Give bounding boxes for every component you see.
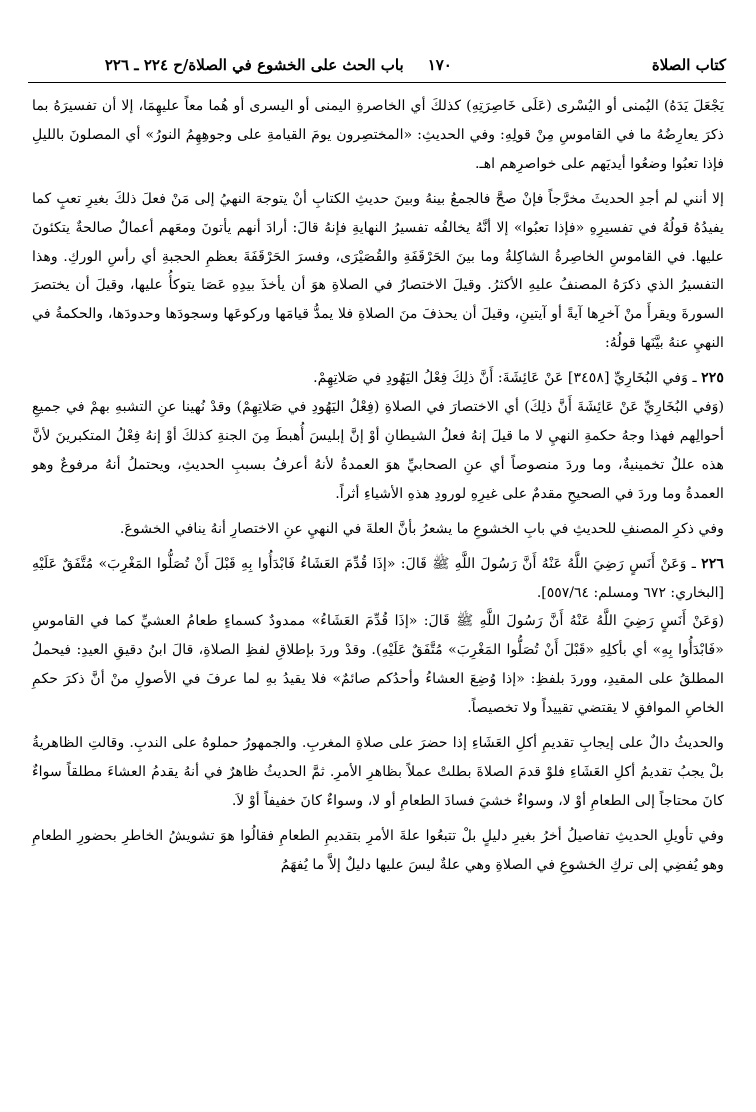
paragraph-4: وفي ذكرِ المصنفِ للحديثِ في بابِ الخشوعِ ما يشعرُ بأنَّ العلةَ في النهيِ عنِ الاختصارِ أنهُ ينافي الخشوعَ. <box>119 520 724 537</box>
hadith-225 <box>32 364 724 393</box>
paragraph-1: يَجْعَلَ يَدَهُ) اليُمنى أو اليُسْرى (عَلَى خَاصِرَتِهِ) كذلكَ أي الخاصرةِ اليمنى أو اليسرى أو هُما معاً عليهِمَا، إلا أن تفسيرَهُ بما ذكرَ يعارِضُهُ ما في القاموسِ مِنْ قولِهِ: وفي الحديثِ: «المختصِرون يومَ القيامةِ على وجوهِهِمُ النورُ» أي المصلونَ بالليلِ فإذا تعبُوا وضعُوا أيديَهم على خواصرِهم اهـ. <box>32 98 724 172</box>
hadith-text: ـ وَعَنْ أَنَسٍ رَضِيَ اللَّهُ عَنْهُ أَنَّ رَسُولَ اللَّهِ ﷺ قَالَ: «إذَا قُدِّمَ العَشَاءُ فَابْدَأُوا بِهِ قَبْلَ أَنْ تُصَلُّوا المَغْرِبَ» مُتَّفَقٌ عَلَيْهِ <box>32 555 696 572</box>
paragraph-5: (وَعَنْ أَنَسٍ رَضِيَ اللَّهُ عَنْهُ أَنَّ رَسُولَ اللَّهِ ﷺ قَالَ: «إذَا قُدِّمَ العَشَاءُ» ممدودٌ كسماءٍ طعامُ العشيِّ كما في القاموسِ «فَابْدَأُوا بِهِ» أي بأكلِهِ «قَبْلَ أَنْ تُصَلُّوا المَغْرِبَ» مُتَّفَقٌ عَلَيْهِ). وقدْ وردَ بإطلاقِ لفظِ الصلاةِ، قالَ ابنُ دقيقِ العيدِ: فيحملُ المطلقُ على المقيدِ، ووردَ بلفظِ: «إذا وُضِعَ العشاءُ وأحدُكم صائمٌ» فلا يقيدُ بهِ لما عرفَ في الأصولِ منْ أنَّ ذكرَ حكمِ الخاصِ الموافقِ لا يقتضي تقييداً ولا تخصيصاً. <box>32 613 724 717</box>
hadith-number: ٢٢٥ <box>701 370 724 387</box>
book-title: كتاب الصلاة <box>651 56 726 74</box>
paragraph-7: وفي تأويلِ الحديثِ تفاصيلُ أخرُ بغيرِ دليلٍ بلْ تتبعُوا علةَ الأمرِ بتقديمِ الطعامِ فقالُوا هوَ تشويشُ الخاطرِ بحضورِ الطعامِ وهو يُفضِي إلى تركِ الخشوعِ في الصلاةِ وهي علةٌ ليسَ عليها دليلٌ إلاَّ ما يُفهَمُ <box>32 827 724 873</box>
page-number: ١٧٠ <box>427 56 452 74</box>
paragraph-2: إلا أنني لم أجدِ الحديثَ مخرَّجاً فإنْ صحَّ فالجمعُ بينهُ وبينَ حديثِ الكتابِ أنْ يتوجهَ النهيُ إلى مَنْ فعلَ ذلكَ بغيرِ تعبٍ كما يفيدُهُ قولُهُ في تفسيرِهِ «فإذا تعبُوا» إلا أنَّهُ يخالفُه تفسيرُ النهايةِ فإنهُ قالَ: أرادَ أنهم يأتونَ ومعَهم أعمالٌ صالحةٌ يتكئونَ عليها. في القاموسِ الخاصِرةُ الشاكِلةُ وما بينَ الحَرْقَفَةِ والقُصَيْرَى، وفسرَ الحَرْقَفَةَ بعظمِ الحجبةِ أي رأسِ الوركِ. وهذا التفسيرُ الذي ذكرَهُ المصنفُ عليهِ الأكثرُ. وقيلَ الاختصارُ في الصلاةِ هوَ أن يأخذَ بيدِهِ عَصَا يتوكأُ عليها، وقيلَ أن يختصرَ السورةَ ويقرأَ منْ آخرِها آيةً أو آيتينِ، وقيلَ أن يحذفَ منَ الصلاةِ فلا يمدُّ قيامَها وركوعَها وسجودَها وحدودَها، والحكمةُ في النهيِ عنهُ بيَّنَها قولُهُ: <box>32 190 724 352</box>
paragraph-6: والحديثُ دالٌ على إيجابِ تقديمِ أكلِ العَشَاءِ إذا حضرَ على صلاةِ المغربِ. والجمهورُ حملوهُ على الندبِ. وقالتِ الظاهريةُ بلْ يجبُ تقديمُ أكلِ العَشَاءِ فلوْ قدمَ الصلاةَ بطلتْ عملاً بظاهرِ الأمرِ. ثمَّ الحديثُ ظاهرٌ في أنهُ يقدمُ العشاءَ مطلقاً سواءٌ كانَ محتاجاً إلى الطعامِ أوْ لا، وسواءٌ خشيَ فسادَ الطعامِ أو لا، وسواءٌ كانَ خفيفاً أوْ لاَ. <box>32 735 724 809</box>
hadith-source: [البخاري: ٦٧٢ ومسلم: ٥٥٧/٦٤]. <box>536 584 724 601</box>
paragraph-3: (وَفي البُخَارِيِّ عَنْ عَائِشَةَ أَنَّ ذلِكَ) أي الاختصارَ في الصلاةِ (فِعْلُ اليَهُودِ في صَلاتِهِمْ) وقدْ نُهينا عنِ التشبهِ بهمْ في جميعِ أحوالِهم فهذا وجهُ حكمةِ النهيِ لا ما قيلَ إنهُ فعلُ الشيطانِ أوْ إنَّ إبليسَ أُهبطَ مِنَ الجنةِ كذلكَ أوْ إنهُ فِعْلُ المتكبرينَ لأنَّ هذه عللٌ تخمينيةٌ، وما وردَ منصوصاً أي عنِ الصحابيِّ هوَ العمدةُ لأنهُ أعرفُ بسببِ الحديثِ، ويحتملُ أنهُ مرفوعٌ وهو العمدةُ وما وردَ في الصحيحِ مقدمٌ على غيرِهِ لورودِ هذهِ الأشياءِ أثراً. <box>32 399 724 502</box>
header-rule <box>28 82 726 83</box>
hadith-text: ـ وَفي البُخَارِيِّ [٣٤٥٨] عَنْ عَائِشَةَ: أَنَّ ذلِكَ فِعْلُ اليَهُودِ في صَلاتِهِمْ. <box>313 370 697 387</box>
hadith-number: ٢٢٦ <box>701 555 725 572</box>
page-body <box>32 92 724 880</box>
running-header <box>28 50 726 80</box>
hadith-226 <box>32 550 724 608</box>
chapter-title: باب الحث على الخشوع في الصلاة/ح ٢٢٤ ـ ٢٢٦ <box>104 56 404 74</box>
